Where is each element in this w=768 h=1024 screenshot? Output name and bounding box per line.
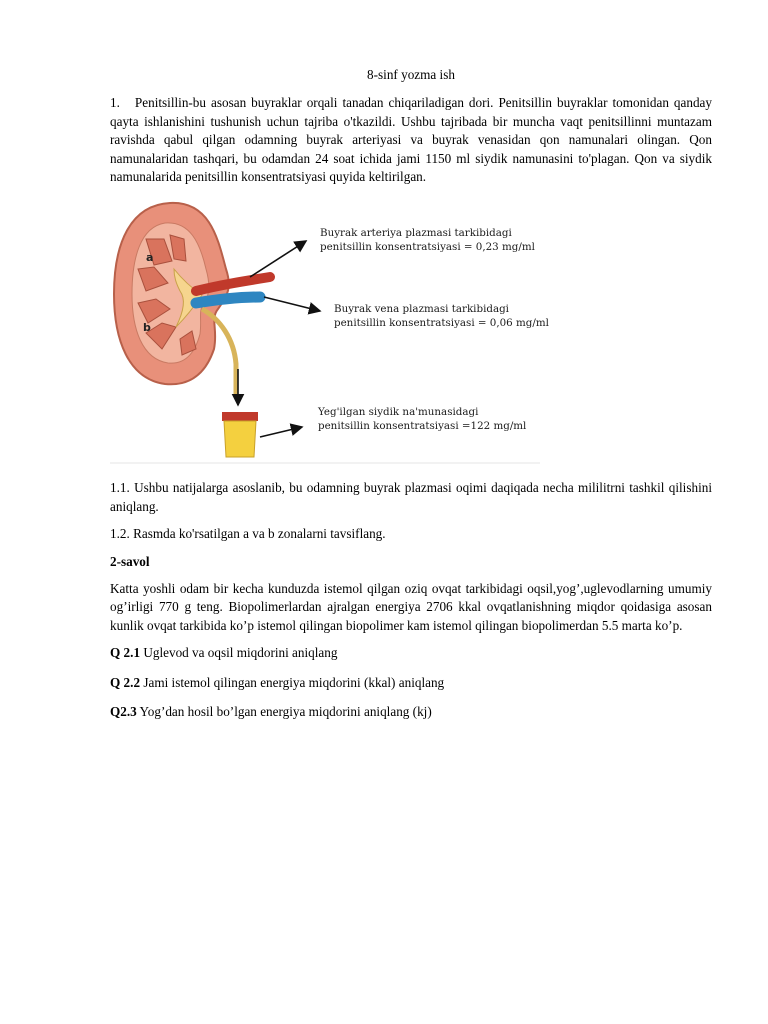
urine-cup bbox=[224, 421, 256, 457]
task1-number: 1. bbox=[110, 95, 120, 111]
task2-paragraph: Katta yoshli odam bir kecha kunduzda istemol qilgan oziq ovqat tarkibidagi oqsil,yog’,uglevodlarning umumiy og’irligi 770 g teng. Biopolimerlardan ajralgan energiya 2706 kkal ovqatlanishning miqdor qoidasiga asosan kunlik ovqat tarkibida ko’p istemol qilingan biopolimer kam istemol qilingan biopolimerdan 5.5 marta ko’p. bbox=[110, 581, 712, 633]
zone-a-label: a bbox=[146, 251, 154, 265]
question-2-2 bbox=[110, 674, 712, 692]
cup-lid bbox=[222, 412, 258, 421]
kidney-figure bbox=[110, 199, 550, 469]
question-2-2-label: Q 2.2 bbox=[110, 674, 141, 690]
task2-heading: 2-savol bbox=[110, 553, 150, 569]
vein-annotation bbox=[334, 302, 549, 330]
artery-annotation bbox=[320, 226, 535, 254]
question-2-2-text: Jami istemol qilingan energiya miqdorini (kkal) aniqlang bbox=[140, 674, 445, 690]
zone-b-label: b bbox=[143, 321, 151, 335]
question-2-1-text: Uglevod va oqsil miqdorini aniqlang bbox=[140, 645, 338, 661]
task1-text: Penitsillin-bu asosan buyraklar orqali tanadan chiqariladigan dori. Penitsillin buyraklar tomonidan qanday qayta ishlanishini tushunish uchun tajriba o'tkazildi. Ushbu tajribada bir muncha vaqt penitsillinni muntazam ravishda qabul qilgan odamning buyrak arteriyasi va buyrak venasidan qon namunalari olingan. Qon namunalaridan tashqari, bu odamdan 24 soat ichida jami 1150 ml siydik namunasini to'plagan. Qon va siydik namunalarida penitsillin konsentratsiyasi quyida keltirilgan. bbox=[110, 95, 713, 185]
question-2-1-label: Q 2.1 bbox=[110, 645, 141, 661]
question-2-3-label: Q2.3 bbox=[110, 704, 137, 720]
page-title: 8-sinf yozma ish bbox=[367, 67, 455, 82]
artery-annotation-line1: Buyrak arteriya plazmasi tarkibidagi bbox=[320, 227, 512, 240]
urine-annotation-line2: penitsillin konsentratsiyasi =122 mg/ml bbox=[318, 420, 527, 433]
question-2-3-text: Yog’dan hosil bo’lgan energiya miqdorini aniqlang (kj) bbox=[136, 704, 432, 720]
question-2-1 bbox=[110, 644, 712, 662]
artery-annotation-line2: penitsillin konsentratsiyasi = 0,23 mg/ml bbox=[320, 241, 535, 254]
urine-annotation-line1: Yeg'ilgan siydik na'munasidagi bbox=[318, 406, 479, 419]
vein-annotation-line2: penitsillin konsentratsiyasi = 0,06 mg/ml bbox=[334, 317, 549, 330]
document-page bbox=[110, 66, 712, 733]
task1-paragraph bbox=[110, 94, 712, 186]
renal-vein bbox=[196, 297, 260, 303]
question-2-3 bbox=[110, 703, 712, 721]
question-1-2: 1.2. Rasmda ko'rsatilgan a va b zonalarni tavsiflang. bbox=[110, 526, 386, 542]
question-1-1: 1.1. Ushbu natijalarga asoslanib, bu odamning buyrak plazmasi oqimi daqiqada necha mililitrni tashkil qilishini aniqlang. bbox=[110, 480, 712, 514]
urine-annotation bbox=[318, 405, 526, 433]
vein-annotation-line1: Buyrak vena plazmasi tarkibidagi bbox=[334, 303, 509, 316]
